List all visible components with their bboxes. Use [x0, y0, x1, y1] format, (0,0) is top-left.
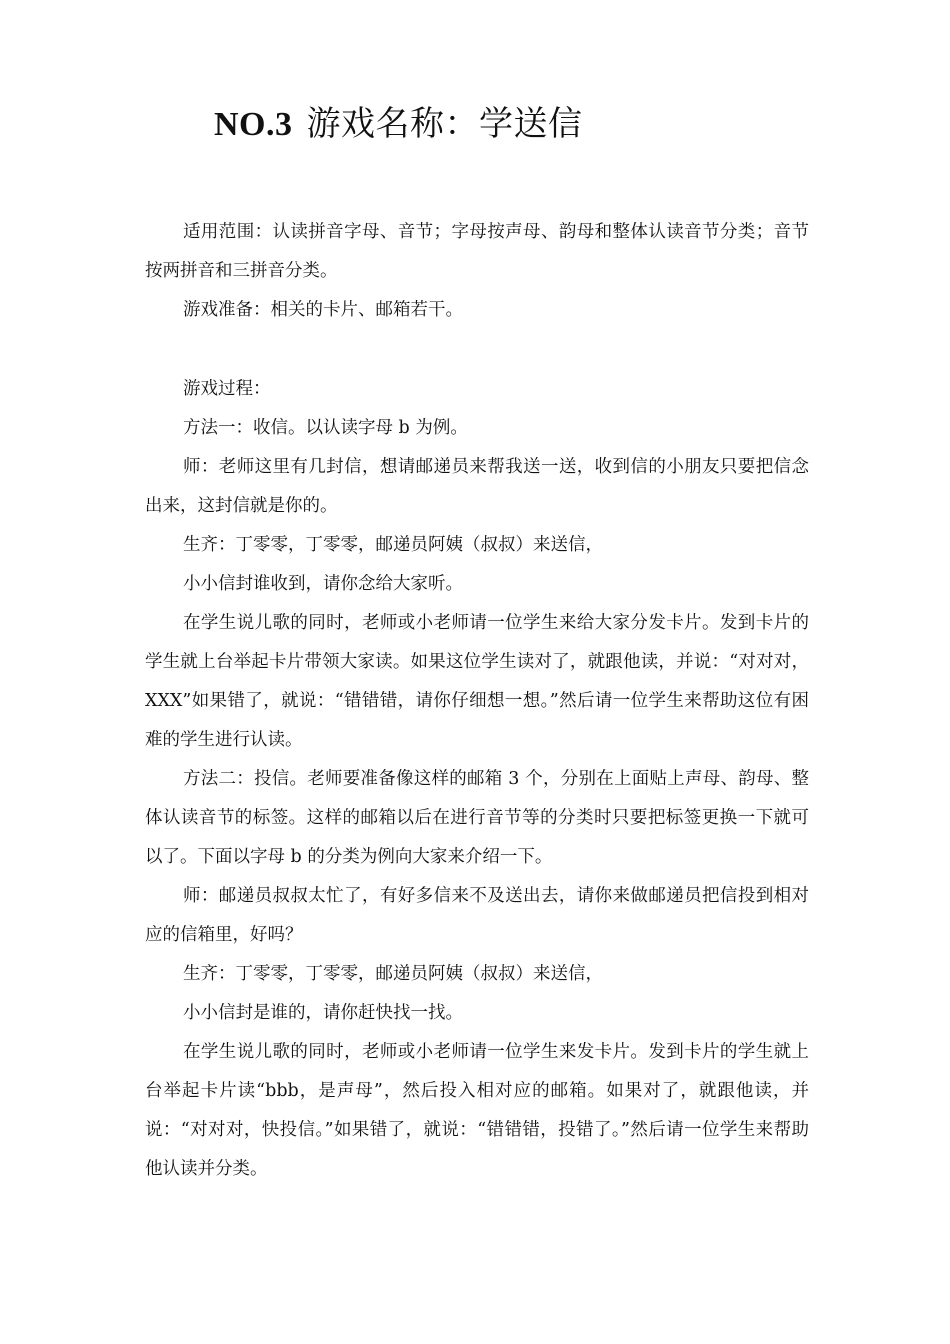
- game-name: 游戏名称：学送信: [306, 104, 583, 144]
- document-title: [214, 98, 583, 151]
- scope-paragraph: 适用范围：认读拼音字母、音节；字母按声母、韵母和整体认读音节分类；音节按两拼音和三拼音分类。: [145, 222, 809, 281]
- process-heading: 游戏过程：: [183, 379, 271, 399]
- teacher-line-1: 师：老师这里有几封信，想请邮递员来帮我送一送，收到信的小朋友只要把信念出来，这封信就是你的。: [145, 457, 809, 516]
- method-one-heading: 方法一：收信。以认读字母 b 为例。: [183, 418, 468, 438]
- chant-line-2: 小小信封谁收到，请你念给大家听。: [183, 574, 463, 594]
- teacher-line-2: 师：邮递员叔叔太忙了，有好多信来不及送出去，请你来做邮递员把信投到相对应的信箱里，好吗？: [145, 886, 809, 945]
- blank-line: [145, 330, 809, 370]
- game-number: NO.3: [214, 106, 293, 143]
- method-two-description: 在学生说儿歌的同时，老师或小老师请一位学生来发卡片。发到卡片的学生就上台举起卡片读“bbb，是声母”，然后投入相对应的邮箱。如果对了，就跟他读，并说：“对对对，快投信。”如果错了，就说：“错错错，投错了。”然后请一位学生来帮助他认读并分类。: [145, 1042, 809, 1179]
- document-body: [145, 213, 809, 1189]
- chant-line-4: 小小信封是谁的，请你赶快找一找。: [183, 1003, 463, 1023]
- preparation-paragraph: 游戏准备：相关的卡片、邮箱若干。: [183, 300, 463, 320]
- chant-line-3: 生齐：丁零零，丁零零，邮递员阿姨（叔叔）来送信，: [183, 964, 603, 984]
- method-two-heading: 方法二：投信。老师要准备像这样的邮箱 3 个，分别在上面贴上声母、韵母、整体认读音节的标签。这样的邮箱以后在进行音节等的分类时只要把标签更换一下就可以了。下面以字母 b 的分类为例向大家来介绍一下。: [145, 769, 809, 867]
- chant-line-1: 生齐：丁零零，丁零零，邮递员阿姨（叔叔）来送信，: [183, 535, 603, 555]
- method-one-description: 在学生说儿歌的同时，老师或小老师请一位学生来给大家分发卡片。发到卡片的学生就上台举起卡片带领大家读。如果这位学生读对了，就跟他读，并说：“对对对，XXX”如果错了，就说：“错错错，请你仔细想一想。”然后请一位学生来帮助这位有困难的学生进行认读。: [145, 613, 809, 750]
